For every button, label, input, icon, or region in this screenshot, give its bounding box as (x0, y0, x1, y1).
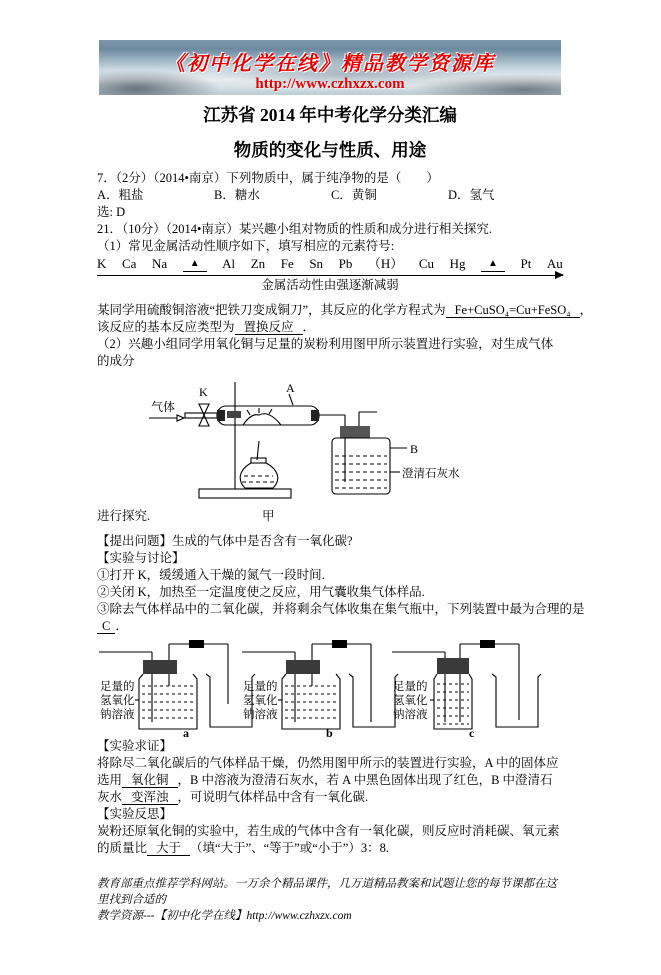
reaction-type-post: ． (302, 320, 316, 334)
limewater-label: 澄清石灰水 (402, 468, 460, 480)
collection-beaker (349, 674, 398, 727)
banner-title: 《初中化学在线》精品教学资源库 (165, 53, 495, 75)
apparatus-option-c (392, 640, 541, 738)
q7-option-a: A．粗盐 (97, 188, 144, 202)
verify-blank-copper-oxide: 氧化铜 (122, 773, 178, 788)
experiment-discussion-header: 【实验与讨论】 (97, 551, 185, 565)
tube-a-label: A (286, 382, 295, 395)
metal-activity-series (97, 255, 563, 294)
reflect-paragraph (97, 823, 563, 857)
equation-line-post: ， (579, 303, 593, 317)
collection-beaker (492, 674, 541, 727)
q7-option-d: D．氢气 (448, 188, 495, 202)
step-3-answer-blank: C (97, 619, 115, 634)
apparatus-jia-drawing (147, 382, 477, 508)
naoh-label-line-3: 钠溶液 (393, 709, 428, 721)
naoh-label-line-2: 氢氧化 (100, 695, 135, 707)
banner-url: http://www.czhxzx.com (255, 76, 405, 92)
apparatus-option-b (242, 640, 398, 738)
q7-stem: 7．（2分）（2014•南京）下列物质中，属于纯净物的是（ ） (97, 171, 439, 185)
series-element: Cu (418, 256, 435, 271)
reaction-type-line (97, 319, 563, 336)
equation-answer-blank: Fe+CuSO₄=Cu+FeSO₄ (446, 303, 580, 318)
verify-blank-turbid: 变浑浊 (122, 790, 178, 805)
series-element: Pt (520, 256, 532, 271)
series-element: Al (222, 256, 236, 271)
bottle-b-label: B (410, 442, 419, 456)
naoh-label-line-2: 氢氧化 (393, 695, 428, 707)
q21-part2-intro: （2）兴趣小组同学用氧化铜与足量的炭粉利用图甲所示装置进行实验，对生成气体的成分 (97, 337, 554, 368)
figure-b-caption: b (326, 726, 333, 738)
q21-part1-intro: （1）常见金属活动性顺序如下，填写相应的元素符号: (97, 239, 395, 253)
figure-jia-caption: 甲 (262, 509, 275, 523)
figure-a-caption: a (183, 726, 189, 738)
propose-question-header: 【提出问题】生成的气体中是否含有一氧化碳? (97, 534, 353, 548)
series-elements (97, 255, 563, 272)
series-element: Fe (280, 256, 294, 271)
q7-options (97, 187, 563, 204)
equation-line (97, 302, 593, 319)
apparatus-option-a (99, 640, 255, 738)
series-blank-triangle: ▲ (183, 256, 207, 272)
reaction-type-pre: 该反应的基本反应类型为 (97, 320, 235, 334)
q7-option-c: C．黄铜 (331, 188, 377, 202)
q7-option-b: B．糖水 (214, 188, 260, 202)
page-footer (97, 876, 567, 924)
page-title: 江苏省 2014 年中考化学分类汇编 (203, 105, 457, 125)
reflect-seg-2: （填“大于”、“等于”或“小于”）3：8. (190, 841, 389, 855)
naoh-label-line-1: 足量的 (393, 681, 428, 693)
limewater-bottle (332, 426, 460, 494)
naoh-label-line-1: 足量的 (243, 681, 278, 693)
series-caption: 金属活动性由强逐渐减弱 (261, 278, 399, 292)
discussion-step-1: ①打开 K，缓缓通入干燥的氮气一段时间. (97, 568, 325, 582)
explore-text: 进行探究. (97, 509, 151, 523)
gas-label: 气体 (151, 400, 176, 414)
naoh-label-line-2: 氢氧化 (243, 695, 278, 707)
step-3-answer-post: ． (115, 619, 128, 633)
delivery-tube (319, 412, 377, 482)
series-element: Pb (338, 256, 353, 271)
reflect-blank-greater: 大于 (147, 841, 190, 856)
verify-header: 【实验求证】 (97, 739, 173, 753)
step-3-answer-line (97, 618, 563, 635)
equation-line-pre: 某同学用硫酸铜溶液“把铁刀变成铜刀”，其反应的化学方程式为 (97, 303, 446, 317)
series-element: Zn (250, 256, 266, 271)
naoh-label-line-1: 足量的 (100, 681, 135, 693)
apparatus-options-figure (97, 636, 563, 738)
reaction-type-answer-blank: 置换反应 (235, 320, 303, 335)
series-element: Au (546, 256, 563, 271)
series-arrow (97, 275, 563, 276)
series-blank-triangle: ▲ (481, 256, 505, 272)
series-element: K (97, 256, 107, 271)
verify-seg-2: ，B 中溶液为澄清石灰水，若 A 中黑色固体出现了红色，B 中澄清石灰水 (97, 773, 553, 804)
apparatus-figure-jia (97, 382, 563, 508)
reflect-header: 【实验反思】 (97, 807, 173, 821)
reaction-tube (217, 382, 319, 425)
q7-answer: 选: D (97, 205, 126, 219)
series-element: Sn (309, 256, 324, 271)
series-element: Hg (449, 256, 466, 271)
explore-caption-line (97, 508, 563, 525)
footer-line-1: 教育部重点推荐学科网站。一万余个精品课件，几万道精品教案和试题让您的每节课都在这里找到合适的 (97, 878, 557, 906)
figure-c-caption: c (469, 726, 475, 738)
naoh-label-line-3: 钠溶液 (243, 709, 278, 721)
footer-line-2: 教学资源---【初中化学在线】http://www.czhxzx.com (97, 910, 352, 922)
series-element: Na (151, 256, 168, 271)
site-banner (99, 40, 561, 95)
naoh-label-line-3: 钠溶液 (100, 709, 135, 721)
verify-seg-3: ，可说明气体样品中含有一氧化碳. (177, 790, 369, 804)
reflect-seg-1: 炭粉还原氧化铜的实验中，若生成的气体中含有一氧化碳，则反应时消耗碳、氧元素的质量比 (97, 824, 560, 855)
series-element: （H） (367, 256, 404, 271)
apparatus-abc-drawing (97, 636, 563, 738)
verify-seg-1: 将除尽二氧化碳后的气体样品干燥，仍然用图甲所示的装置进行实验，A 中的固体应选用 (97, 756, 559, 787)
discussion-step-2: ②关闭 K，加热至一定温度使之反应，用气囊收集气体样品. (97, 585, 425, 599)
alcohol-lamp (240, 427, 278, 488)
series-element: Ca (121, 256, 137, 271)
stopcock-k (199, 385, 209, 426)
verify-paragraph (97, 755, 563, 806)
page-subtitle: 物质的变化与性质、用途 (233, 140, 427, 160)
valve-k-label: K (199, 385, 208, 399)
discussion-step-3: ③除去气体样品中的二氧化碳，并将剩余气体收集在集气瓶中，下列装置中最为合理的是 (97, 602, 585, 616)
q21-stem: 21．（10分）（2014•南京）某兴趣小组对物质的性质和成分进行相关探究. (97, 222, 493, 236)
